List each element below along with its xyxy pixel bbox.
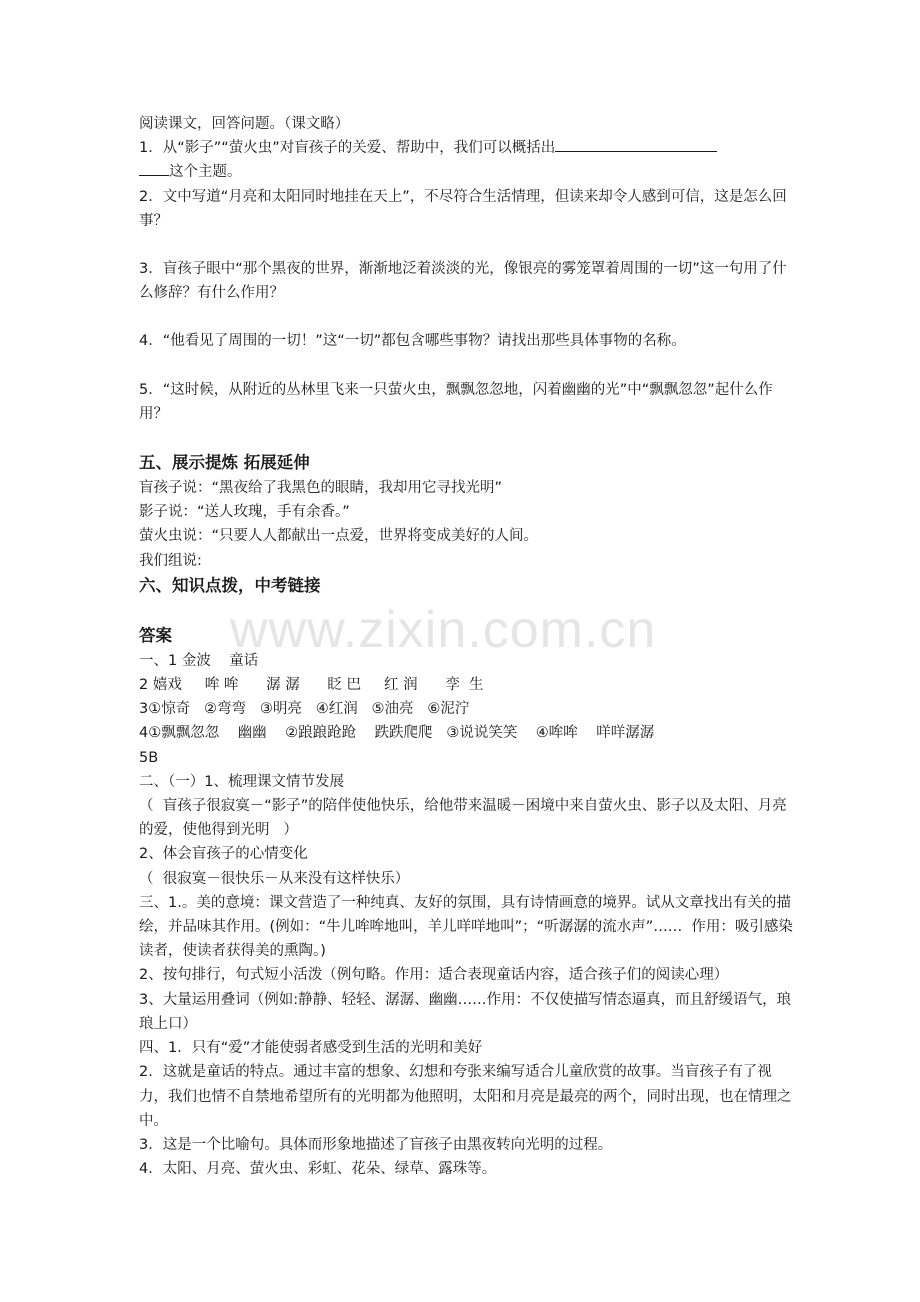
section-6-heading: 六、知识点拨，中考链接 <box>139 575 321 595</box>
section-5-line: 影子说：“送人玫瑰，手有余香。” <box>139 504 350 521</box>
question-1 <box>139 136 799 184</box>
answers-heading: 答案 <box>139 625 172 645</box>
section-5-line: 盲孩子说：“黑夜给了我黑色的眼睛，我却用它寻找光明” <box>139 480 503 497</box>
answer-line: 4①飘飘忽忽 幽幽 ②踉踉跄跄 跌跌爬爬 ③说说笑笑 ④哞哞 咩咩潺潺 <box>139 725 655 742</box>
answer-line: 2、按句排行，句式短小活泼（例句略。作用：适合表现童话内容，适合孩子们的阅读心理） <box>139 967 729 984</box>
answer-line: （ 盲孩子很寂寞－“影子”的陪伴使他快乐，给他带来温暖－困境中来自萤火虫、影子以及太阳、月亮的爱，使他得到光明 ） <box>139 798 787 839</box>
answer-line: 四、1．只有“爱”才能使弱者感受到生活的光明和美好 <box>139 1040 483 1057</box>
section-5-line: 萤火虫说：“只要人人都献出一点爱，世界将变成美好的人间。 <box>139 528 539 545</box>
question-2: 2．文中写道“月亮和太阳同时地挂在天上”，不尽符合生活情理，但读来却令人感到可信，这是怎么回事？ <box>139 188 787 229</box>
answer-line: 3、大量运用叠词（例如:静静、轻轻、潺潺、幽幽……作用：不仅使描写情态逼真，而且舒缓语气，琅琅上口） <box>139 991 792 1032</box>
answer-line: 2、体会盲孩子的心情变化 <box>139 846 308 863</box>
document-body <box>139 112 799 1181</box>
question-5: 5．“这时候，从附近的丛林里飞来一只萤火虫，飘飘忽忽地，闪着幽幽的光”中“飘飘忽忽”起什么作用？ <box>139 381 773 422</box>
answer-line: 5B <box>139 749 159 766</box>
answer-line: 一、1 金波 童话 <box>139 652 259 669</box>
answer-line: 2．这就是童话的特点。通过丰富的想象、幻想和夸张来编写适合儿童欣赏的故事。当盲孩子有了视力，我们也情不自禁地希望所有的光明都为他照明，太阳和月亮是最亮的两个，同时出现，也在情理之中。 <box>139 1064 792 1129</box>
answer-blank <box>139 161 169 176</box>
reading-intro: 阅读课文，回答问题。（课文略） <box>139 116 350 132</box>
watermark: www.zixin.com.cn <box>230 601 657 659</box>
answer-line: （ 很寂寞－很快乐－从来没有这样快乐） <box>139 870 410 887</box>
question-1-tail: 这个主题。 <box>169 164 242 181</box>
answer-line: 2 嬉戏 哞 哞 潺 潺 眨 巴 红 润 孪 生 <box>139 677 484 694</box>
question-4: 4．“他看见了周围的一切！”这“一切”都包含哪些事物？请找出那些具体事物的名称。 <box>139 333 686 350</box>
answer-line: 三、1.。美的意境：课文营造了一种纯真、友好的氛围，具有诗情画意的境界。试从文章找出有关的描绘，并品味其作用。(例如：“牛儿哞哞地叫，羊儿咩咩地叫”；“听潺潺的流水声”…… 作用：吸引感染读者，使读者获得美的熏陶。) <box>139 894 793 960</box>
answer-line: 3．这是一个比喻句。具体而形象地描述了盲孩子由黑夜转向光明的过程。 <box>139 1136 613 1153</box>
question-3: 3．盲孩子眼中“那个黑夜的世界，渐渐地泛着淡淡的光，像银亮的雾笼罩着周围的一切”这一句用了什么修辞？有什么作用？ <box>139 261 787 302</box>
answer-line: 二、（一）1、梳理课文情节发展 <box>139 773 344 790</box>
answer-line: 4．太阳、月亮、萤火虫、彩虹、花朵、绿草、露珠等。 <box>139 1161 497 1178</box>
answer-line: 3①惊奇 ②弯弯 ③明亮 ④红润 ⑤油亮 ⑥泥泞 <box>139 701 470 718</box>
answer-blank <box>555 137 717 152</box>
section-5-line: 我们组说: <box>139 552 202 569</box>
section-5-heading: 五、展示提炼 拓展延伸 <box>139 453 310 473</box>
question-1-text: 1．从“影子”“萤火虫”对盲孩子的关爱、帮助中，我们可以概括出 <box>139 140 556 157</box>
